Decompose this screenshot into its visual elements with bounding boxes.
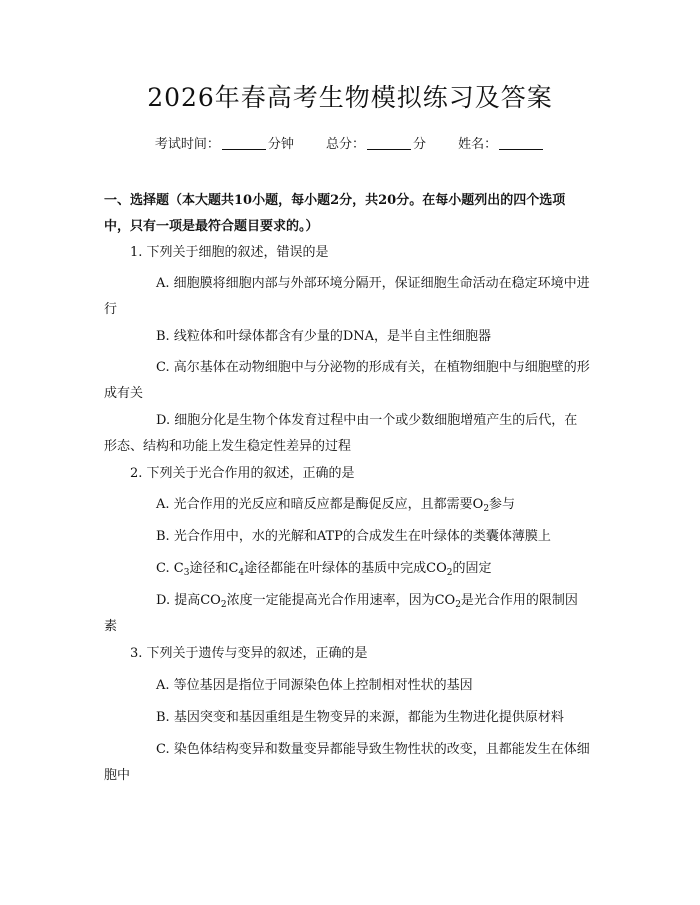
exam-info-line — [0, 133, 700, 152]
question-1-stem: 1. 下列关于细胞的叙述，错误的是 — [130, 245, 329, 260]
time-blank — [222, 137, 266, 150]
question-3-option-b: B. 基因突变和基因重组是生物变异的来源，都能为生物进化提供原材料 — [156, 710, 564, 725]
name-blank — [499, 137, 543, 150]
total-score-field — [326, 133, 426, 152]
exam-time-field — [155, 133, 294, 152]
page-title: 2026年春高考生物模拟练习及答案 — [147, 83, 553, 112]
question-1-option-b: B. 线粒体和叶绿体都含有少量的DNA，是半自主性细胞器 — [156, 329, 492, 344]
question-2-option-b: B. 光合作用中，水的光解和ATP的合成发生在叶绿体的类囊体薄膜上 — [156, 529, 551, 544]
question-3-stem: 3. 下列关于遗传与变异的叙述，正确的是 — [130, 646, 368, 661]
name-label: 姓名： — [458, 137, 498, 152]
score-label: 总分： — [325, 137, 365, 152]
question-1-option-c: C. 高尔基体在动物细胞中与分泌物的形成有关，在植物细胞中与细胞壁的形成有关 — [104, 360, 590, 401]
question-2-option-c: C. $C_3$途径和$C_4$途径都能在叶绿体的基质中完成$CO_2$的固定 — [156, 561, 492, 578]
question-1-option-a: A. 细胞膜将细胞内部与外部环境分隔开，保证细胞生命活动在稳定环境中进行 — [104, 276, 590, 317]
score-unit: 分 — [413, 137, 427, 152]
time-label: 考试时间： — [154, 137, 220, 152]
question-2-option-a: A. 光合作用的光反应和暗反应都是酶促反应，且都需要$O_2$参与 — [156, 497, 516, 514]
question-1-option-d: D. 细胞分化是生物个体发育过程中由一个或少数细胞增殖产生的后代，在形态、结构和功能上发生稳定性差异的过程 — [104, 413, 578, 454]
question-3-option-c: C. 染色体结构变异和数量变异都能导致生物性状的改变，且都能发生在体细胞中 — [104, 742, 590, 783]
time-unit: 分钟 — [267, 137, 294, 152]
question-2-stem: 2. 下列关于光合作用的叙述，正确的是 — [130, 466, 355, 481]
question-2-option-d: D. 提高$CO_2$浓度一定能提高光合作用速率，因为$CO_2$是光合作用的限制因素 — [104, 593, 578, 634]
name-field — [458, 133, 545, 152]
question-3-option-a: A. 等位基因是指位于同源染色体上控制相对性状的基因 — [156, 678, 473, 693]
score-blank — [367, 137, 411, 150]
section-heading: 一、选择题（本大题共10小题，每小题2分，共20分。在每小题列出的四个选项中，只有一项是最符合题目要求的。） — [104, 193, 566, 234]
